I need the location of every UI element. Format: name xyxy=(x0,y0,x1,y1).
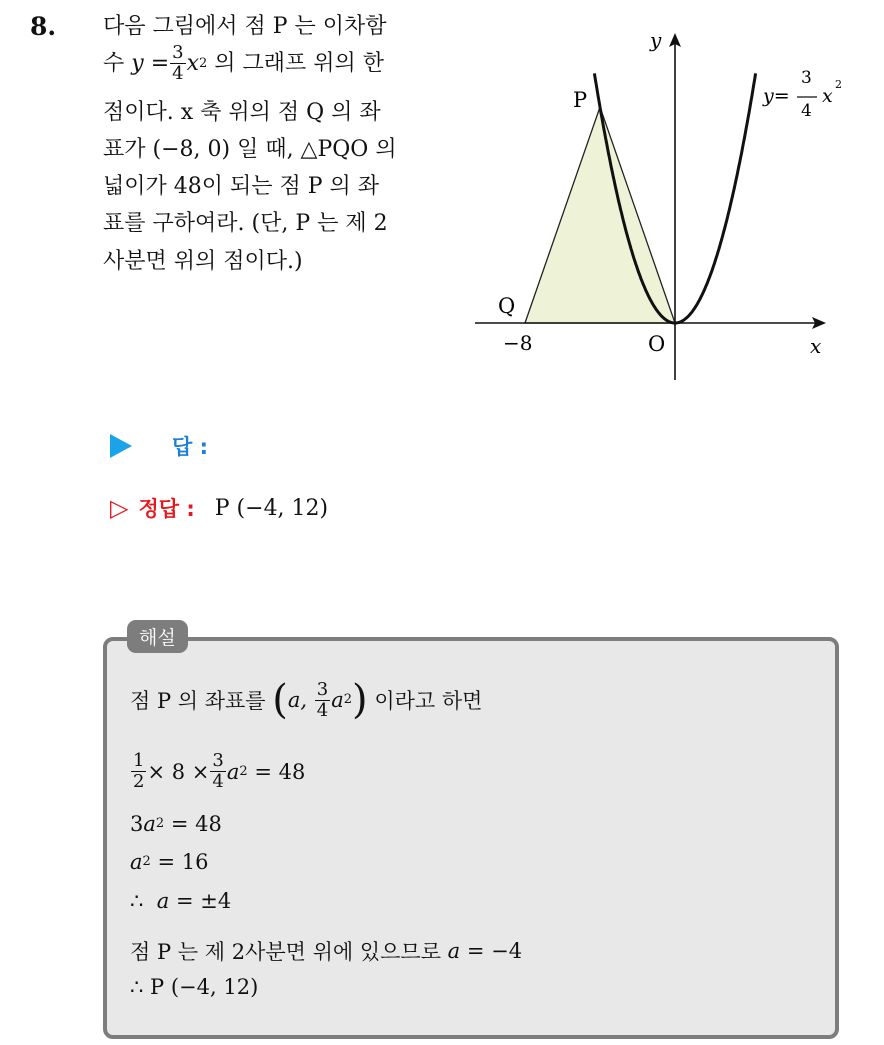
curve-label-num: 3 xyxy=(801,68,812,88)
outline-triangle-icon: ▷ xyxy=(110,494,129,522)
right-paren: ) xyxy=(352,677,368,723)
origin-label: O xyxy=(648,332,666,356)
solution-line-7: ∴ P (−4, 12) xyxy=(130,975,259,999)
problem-line-2-post: 의 그래프 위의 한 xyxy=(214,50,385,76)
problem-line-6: 표를 구하여라. (단, P 는 제 2 xyxy=(103,211,388,236)
solution-l6-pre: 점 P 는 제 2사분면 위에 있으므로 xyxy=(130,940,441,964)
curve-label-den: 4 xyxy=(801,101,812,121)
problem-fraction xyxy=(170,44,185,83)
solution-l3-var: a xyxy=(143,812,156,836)
solution-line-1: 점 P 의 좌표를 ( a, $\frac{3}{4}$ a 2 ) 이라고 하면 xyxy=(130,677,483,723)
solution-l1-a: a, xyxy=(287,688,308,712)
solution-l2-den1: 2 xyxy=(133,771,145,792)
problem-line-2: 수 y = $\frac{3}{4}$ x 2 의 그래프 위의 한 xyxy=(103,42,385,84)
solution-l4-var: a xyxy=(130,850,143,874)
problem-line-3: 점이다. x 축 위의 점 Q 의 좌 xyxy=(103,100,381,125)
solution-l3-post: = 48 xyxy=(170,812,222,836)
answer-row xyxy=(110,431,208,461)
problem-line-5: 넓이가 48이 되는 점 P 의 좌 xyxy=(103,174,380,199)
solution-l1-fraction xyxy=(315,678,330,721)
solution-l1-post: 이라고 하면 xyxy=(374,689,483,713)
solution-line-2: $\frac{1}{2}$ × 8 × $\frac{3}{4}$ a 2 = 48 xyxy=(133,750,306,792)
solution-line-5 xyxy=(130,889,231,913)
problem-line-4: 표가 (−8, 0) 일 때, △PQO 의 xyxy=(103,137,397,162)
solution-l1-den: 4 xyxy=(316,699,329,721)
correct-answer-row xyxy=(110,493,328,523)
triangle-pqo xyxy=(525,107,675,323)
solution-l6-post: = −4 xyxy=(466,939,523,963)
curve-label-exp: 2 xyxy=(835,78,842,91)
solution-l1-num: 3 xyxy=(316,678,329,700)
solution-l1-pre: 점 P 의 좌표를 xyxy=(130,689,266,713)
problem-line-7: 사분면 위의 점이다.) xyxy=(103,249,303,274)
solution-l2-var: a xyxy=(226,759,240,784)
left-paren: ( xyxy=(272,677,288,723)
problem-line-2-eq: y = xyxy=(131,50,170,76)
curve-label-var: x xyxy=(822,85,833,107)
solution-l2-fraction-1 xyxy=(131,752,146,791)
solution-l5-var: a xyxy=(156,889,170,913)
problem-line-2-var: x xyxy=(186,50,199,76)
point-p-label: P xyxy=(573,88,588,112)
solution-l2-num2: 3 xyxy=(212,750,224,771)
solution-l3-pre: 3 xyxy=(130,812,144,836)
play-triangle-icon xyxy=(110,434,132,458)
answer-label: 답 : xyxy=(172,435,208,459)
solution-l2-num1: 1 xyxy=(133,750,145,771)
solution-l1-var: a xyxy=(331,688,344,712)
point-q-label: Q xyxy=(498,294,516,318)
solution-l2-mid: × 8 × xyxy=(147,759,210,784)
parabola-graph xyxy=(470,25,870,385)
problem-fraction-den: 4 xyxy=(172,63,184,84)
y-axis-label: y xyxy=(650,28,662,52)
solution-l5-pre: ∴ xyxy=(130,889,144,913)
solution-l5-post: = ±4 xyxy=(175,889,232,913)
x-axis-label: x xyxy=(810,334,822,358)
question-number: 8. xyxy=(30,12,57,41)
solution-line-6 xyxy=(130,936,522,966)
correct-answer-label: 정답 : xyxy=(138,497,195,521)
curve-label-pre: y= xyxy=(763,85,790,107)
problem-line-1: 다음 그림에서 점 P 는 이차함 xyxy=(103,14,387,39)
problem-line-2-pre: 수 xyxy=(103,50,125,76)
solution-l6-var: a xyxy=(447,939,461,963)
problem-fraction-num: 3 xyxy=(172,42,184,63)
solution-line-3: 3 a 2 = 48 xyxy=(130,812,222,836)
correct-answer-value: P (−4, 12) xyxy=(214,495,329,521)
solution-line-4: a 2 = 16 xyxy=(130,850,209,874)
solution-tag: 해설 xyxy=(127,620,188,653)
solution-l2-den2: 4 xyxy=(212,771,224,792)
solution-l2-post: = 48 xyxy=(254,759,306,784)
solution-l4-post: = 16 xyxy=(157,850,209,874)
solution-l2-fraction-2 xyxy=(210,752,225,791)
q-tick-label: −8 xyxy=(503,331,533,355)
